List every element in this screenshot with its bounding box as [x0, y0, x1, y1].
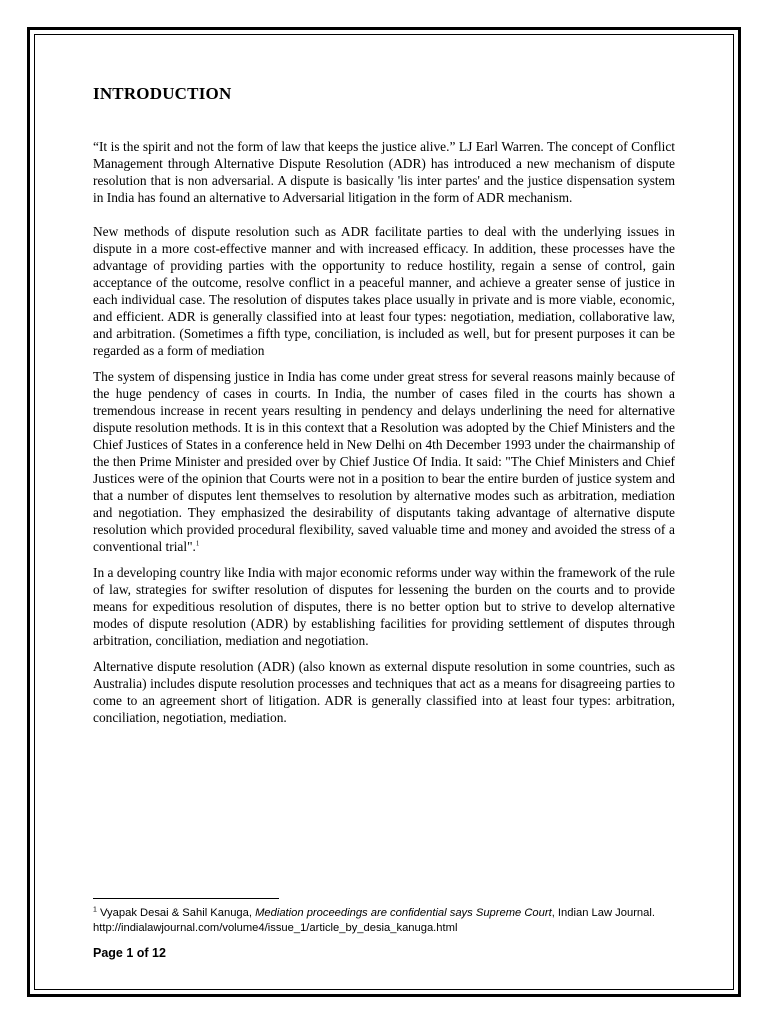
page-number: Page 1 of 12	[93, 946, 166, 960]
paragraph-5: Alternative dispute resolution (ADR) (also known as external dispute resolution in some countries, such as Australia) includes dispute resolution processes and techniques that act as a means for disagreeing parties to come to an agreement short of litigation. ADR is generally classified into at least four types: arbitration, conciliation, negotiation, mediation.	[93, 659, 675, 725]
footnote-marker: 1	[93, 906, 97, 914]
section-heading: INTRODUCTION	[93, 84, 232, 103]
paragraph-3	[93, 368, 675, 555]
footnote-separator	[93, 898, 279, 899]
footnote-source: , Indian Law Journal.	[551, 907, 655, 919]
paragraph-3-text: The system of dispensing justice in India has come under great stress for several reasons mainly because of the huge pendency of cases in courts. In India, the number of cases filed in the courts has shown a tremendous increase in recent years resulting in pendency and delays underlining the need for alternative dispute resolution methods. It is in this context that a Resolution was adopted by the Chief Ministers and the Chief Justices of States in a conference held in New Delhi on 4th December 1993 under the chairmanship of the then Prime Minister and presided over by Chief Justice Of India. It said: "The Chief Ministers and Chief Justices were of the opinion that Courts were not in a position to bear the entire burden of justice system and that a number of disputes lent themselves to resolution by alternative modes such as arbitration, mediation and negotiation. They emphasized the desirability of disputants taking advantage of alternative dispute resolution which provided procedural flexibility, saved valuable time and money and avoided the stress of a conventional trial".	[93, 369, 675, 554]
paragraph-4: In a developing country like India with major economic reforms under way within the framework of the rule of law, strategies for swifter resolution of disputes for lessening the burden on the courts and to provide means for expeditious resolution of disputes, there is no better option but to strive to develop alternative modes of dispute resolution (ADR) by establishing facilities for providing settlement of disputes through arbitration, conciliation, mediation and negotiation.	[93, 565, 675, 648]
footnote	[93, 906, 683, 936]
document-body	[93, 84, 675, 742]
footnote-url[interactable]: http://indialawjournal.com/volume4/issue_1/article_by_desia_kanuga.html	[93, 922, 458, 934]
footnote-title: Mediation proceedings are confidential says Supreme Court	[255, 907, 552, 919]
paragraph-1: “It is the spirit and not the form of law that keeps the justice alive.” LJ Earl Warren. The concept of Conflict Management through Alternative Dispute Resolution (ADR) has introduced a new mechanism of dispute resolution that is non adversarial. A dispute is basically 'lis inter partes' and the justice dispensation system in India has found an alternative to Adversarial litigation in the form of ADR mechanism.	[93, 139, 675, 205]
footnote-reference[interactable]: 1	[195, 539, 200, 548]
paragraph-2: New methods of dispute resolution such as ADR facilitate parties to deal with the underlying issues in dispute in a more cost-effective manner and with increased efficacy. In addition, these processes have the advantage of providing parties with the opportunity to reduce hostility, regain a sense of control, gain acceptance of the outcome, resolve conflict in a peaceful manner, and achieve a greater sense of justice in each individual case. The resolution of disputes takes place usually in private and is more viable, economic, and efficient. ADR is generally classified into at least four types: negotiation, mediation, collaborative law, and arbitration. (Sometimes a fifth type, conciliation, is included as well, but for present purposes it can be regarded as a form of mediation	[93, 224, 675, 358]
footnote-authors: Vyapak Desai & Sahil Kanuga,	[96, 907, 256, 919]
